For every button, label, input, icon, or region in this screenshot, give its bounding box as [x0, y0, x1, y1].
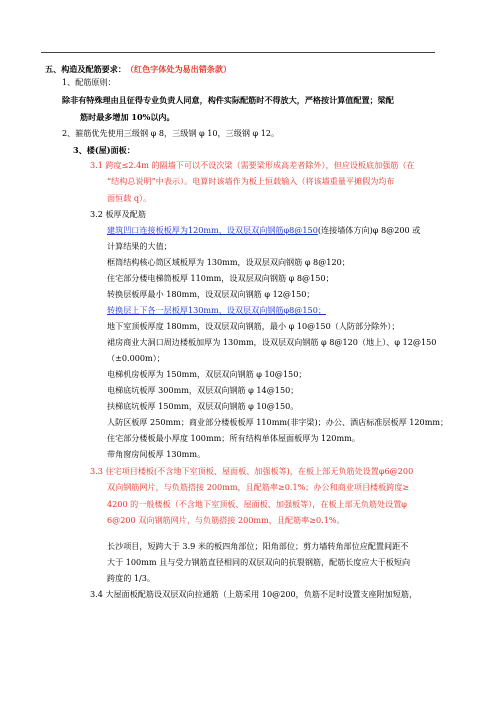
clause-3-2-podium-opening-slab-2: （±0.000m）； [107, 353, 165, 363]
clause-3-1-line-3: 面恒载 q）。 [107, 193, 152, 203]
clause-3-2-transfer-adjacent-slab: 转换层上下各一层板厚130mm，设双层双向钢筋φ8@150； [107, 305, 326, 315]
clause-3-2-title: 3.2 板厚及配筋 [90, 209, 146, 219]
rebar-rule-line-1: 除非有特殊理由且征得专业负责人同意，构件实际配筋时不得放大，严格按计算值配置；梁配 [62, 95, 394, 105]
section-heading [45, 64, 231, 75]
changsha-clause-line-3: 跨度的 1/3。 [107, 573, 155, 583]
clause-3-2-elevator-pit-slab: 电梯底坑板厚 300mm，双层双向钢筋 φ 14@150； [107, 385, 299, 395]
recess-slab-rest: (连接墙体方向)φ 8@200 或 [317, 225, 421, 235]
clause-3-2-corner-window-slab: 带角窗房间板厚 130mm。 [107, 449, 206, 459]
clause-3-1-line-2: “结构总说明”中表示）。电算时该墙作为板上恒载输入（将该墙重量平摊假为均布 [107, 176, 395, 186]
section-title: 五、构造及配筋要求： [45, 64, 126, 74]
clause-3-2-machine-room-slab: 电梯机房板厚为 150mm，双层双向钢筋 φ 10@150； [107, 369, 307, 379]
clause-3-2-podium-opening-slab-1: 裙房商业大洞口周边楼板加厚为 130mm，设双层双向钢筋 φ 8@120（地上）、φ 12@150 [107, 337, 437, 347]
clause-3-3-line-3: 4200 的一般楼板（不含地下室顶板、屋面板、加强板等），在板上部无负筋处设置φ [107, 499, 407, 509]
slab-heading: 3、楼(屋)面板： [73, 145, 135, 155]
clause-3-2-residential-min-thickness: 住宅部分楼板最小厚度 100mm；所有结构单体屋面板厚为 120mm。 [107, 433, 360, 443]
clause-3-3-line-2: 双向钢筋网片，与负筋搭接 200mm，且配筋率≥0.1%；办公和商业项目楼板跨度≥ [107, 482, 410, 492]
clause-3-3-line-4: 6@200 双向钢筋网片，与负筋搭接 200mm，且配筋率≥0.1%。 [107, 515, 345, 525]
clause-3-2-escalator-pit-slab: 扶梯底坑板厚 150mm，双层双向钢筋 φ 10@150。 [107, 401, 299, 411]
rebar-rule-line-2: 筋时最多增加 10%以内。 [80, 112, 175, 122]
clause-3-2-core-slab: 框筒结构核心筒区域板厚为 130mm，设双层双向钢筋 φ 8@120； [107, 257, 350, 267]
clause-3-2-basement-roof-slab: 地下室顶板厚度 180mm，设双层双向钢筋，最小 φ 10@150（人防部分除外）； [107, 321, 400, 331]
clause-3-2-elevator-core-slab: 住宅部分楼电梯筒板厚 110mm，设双层双向钢筋 φ 8@150； [107, 273, 334, 283]
clause-3-2-recess-slab [107, 225, 420, 236]
header-rule [41, 52, 435, 53]
recess-slab-underlined: 建筑凹口连接板板厚为120mm，设双层双向钢筋φ8@150 [107, 225, 318, 235]
changsha-clause-line-1: 长沙项目，短跨大于 3.9 米的板四角部位；阳角部位；剪力墙转角部位应配置间距不 [107, 541, 409, 551]
stirrup-rule: 2、箍筋优先使用三级钢 φ 8，三级钢 φ 10，三级钢 φ 12。 [62, 128, 280, 138]
clause-3-1-line-1: 3.1 跨度≤2.4m 的隔墙下可以不设次梁（需要梁形成高差者除外），但应设板底加强筋（在 [90, 160, 415, 170]
section-note: （红色字体处为易出错条款） [129, 64, 232, 74]
clause-3-2-slab-thickness-summary: 人防区板厚 250mm；商业部分楼板板厚 110mm(非字梁)；办公、酒店标准层板厚 120mm； [107, 417, 449, 427]
clause-3-4-line-1: 3.4 大屋面板配筋设双层双向拉通筋（上筋采用 10@200，负筋不足时设置支座附加短筋， [90, 589, 418, 599]
rebar-principle-heading: 1、配筋原则： [62, 77, 116, 87]
clause-3-2-transfer-slab: 转换层板厚最小 180mm，设双层双向钢筋 φ 12@150； [107, 289, 315, 299]
clause-3-2-recess-slab-cont: 计算结果的大值； [107, 241, 172, 251]
clause-3-3-line-1: 3.3 住宅项目楼板(不含地下室顶板、屋面板、加强板等)，在板上部无负筋处设置φ6@200 [90, 466, 414, 476]
changsha-clause-line-2: 大于 100mm 且与受力钢筋直径相同的双层双向的抗裂钢筋，配筋长度应大于板短向 [107, 557, 411, 567]
